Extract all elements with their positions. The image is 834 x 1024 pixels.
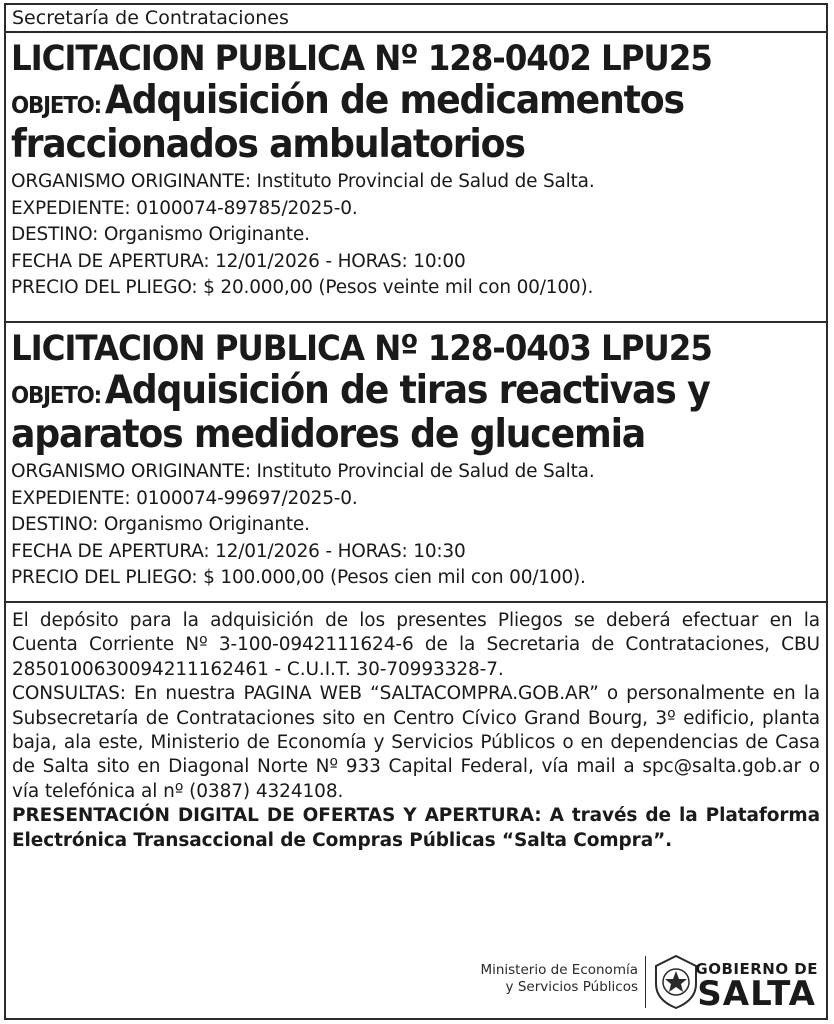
destino-line: DESTINO: Organismo Originante. bbox=[11, 224, 310, 245]
fecha-apertura-line: FECHA DE APERTURA: 12/01/2026 - HORAS: 10:30 bbox=[11, 540, 466, 562]
deposit-paragraph: El depósito para la adquisición de los presentes Pliegos se deberá efectuar en la Cuenta Corriente Nº 3-100-0942111624-6 de la Secretaria de Contrataciones, CBU 2850100630094211162461 - C.U.I.T. 30-70993328-7. bbox=[12, 610, 820, 680]
presentacion-paragraph: PRESENTACIÓN DIGITAL DE OFERTAS Y APERTURA: A través de la Plataforma Electrónica Transaccional de Compras Públicas “Salta Compra”. bbox=[12, 805, 820, 851]
notice-frame bbox=[4, 3, 828, 1020]
tender-title: LICITACION PUBLICA Nº 128-0402 LPU25 bbox=[11, 39, 712, 79]
expediente-line: EXPEDIENTE: 0100074-89785/2025-0. bbox=[11, 197, 358, 219]
fecha-apertura-line: FECHA DE APERTURA: 12/01/2026 - HORAS: 10:00 bbox=[11, 250, 466, 272]
salta-seal-icon bbox=[652, 954, 700, 1010]
objeto-text: Adquisición de medicamentos fraccionados ambulatorios bbox=[11, 78, 684, 167]
tender-objeto bbox=[11, 369, 811, 457]
destino-line: DESTINO: Organismo Originante. bbox=[11, 514, 310, 535]
organismo-line: ORGANISMO ORIGINANTE: Instituto Provincial de Salud de Salta. bbox=[11, 461, 595, 482]
tender-section-1 bbox=[6, 33, 826, 323]
tender-objeto bbox=[11, 79, 811, 167]
ministry-name: Ministerio de Economía y Servicios Públicos bbox=[480, 962, 638, 995]
tender-section-2 bbox=[6, 323, 826, 603]
objeto-label: OBJETO: bbox=[11, 93, 101, 119]
objeto-text: Adquisición de tiras reactivas y aparatos medidores de glucemia bbox=[11, 368, 710, 457]
expediente-line: EXPEDIENTE: 0100074-99697/2025-0. bbox=[11, 487, 358, 509]
department-header bbox=[6, 5, 826, 33]
organismo-line: ORGANISMO ORIGINANTE: Instituto Provincial de Salud de Salta. bbox=[11, 171, 595, 192]
logo-divider bbox=[645, 956, 646, 1008]
general-info bbox=[6, 603, 826, 853]
consultas-paragraph: CONSULTAS: En nuestra PAGINA WEB “SALTACOMPRA.GOB.AR” o personalmente en la Subsecretaría de Contrataciones sito en Centro Cívico Grand Bourg, 3º edificio, planta baja, ala este, Ministerio de Economía y Servicios Públicos o en dependencias de Casa de Salta sito en Diagonal Norte Nº 933 Capital Federal, vía mail a spc@salta.gob.ar o vía telefónica al nº (0387) 4324108. bbox=[12, 683, 820, 802]
department-name: Secretaría de Contrataciones bbox=[12, 7, 289, 29]
tender-title: LICITACION PUBLICA Nº 128-0403 LPU25 bbox=[11, 329, 712, 369]
tender-details bbox=[11, 459, 821, 592]
tender-details bbox=[11, 169, 821, 302]
salta-label: SALTA bbox=[697, 974, 816, 1014]
objeto-label: OBJETO: bbox=[11, 383, 101, 409]
gobierno-label: GOBIERNO DE bbox=[695, 960, 818, 978]
government-logo bbox=[478, 952, 818, 1014]
precio-pliego-line: PRECIO DEL PLIEGO: $ 20.000,00 (Pesos veinte mil con 00/100). bbox=[11, 277, 594, 298]
precio-pliego-line: PRECIO DEL PLIEGO: $ 100.000,00 (Pesos cien mil con 00/100). bbox=[11, 567, 586, 588]
